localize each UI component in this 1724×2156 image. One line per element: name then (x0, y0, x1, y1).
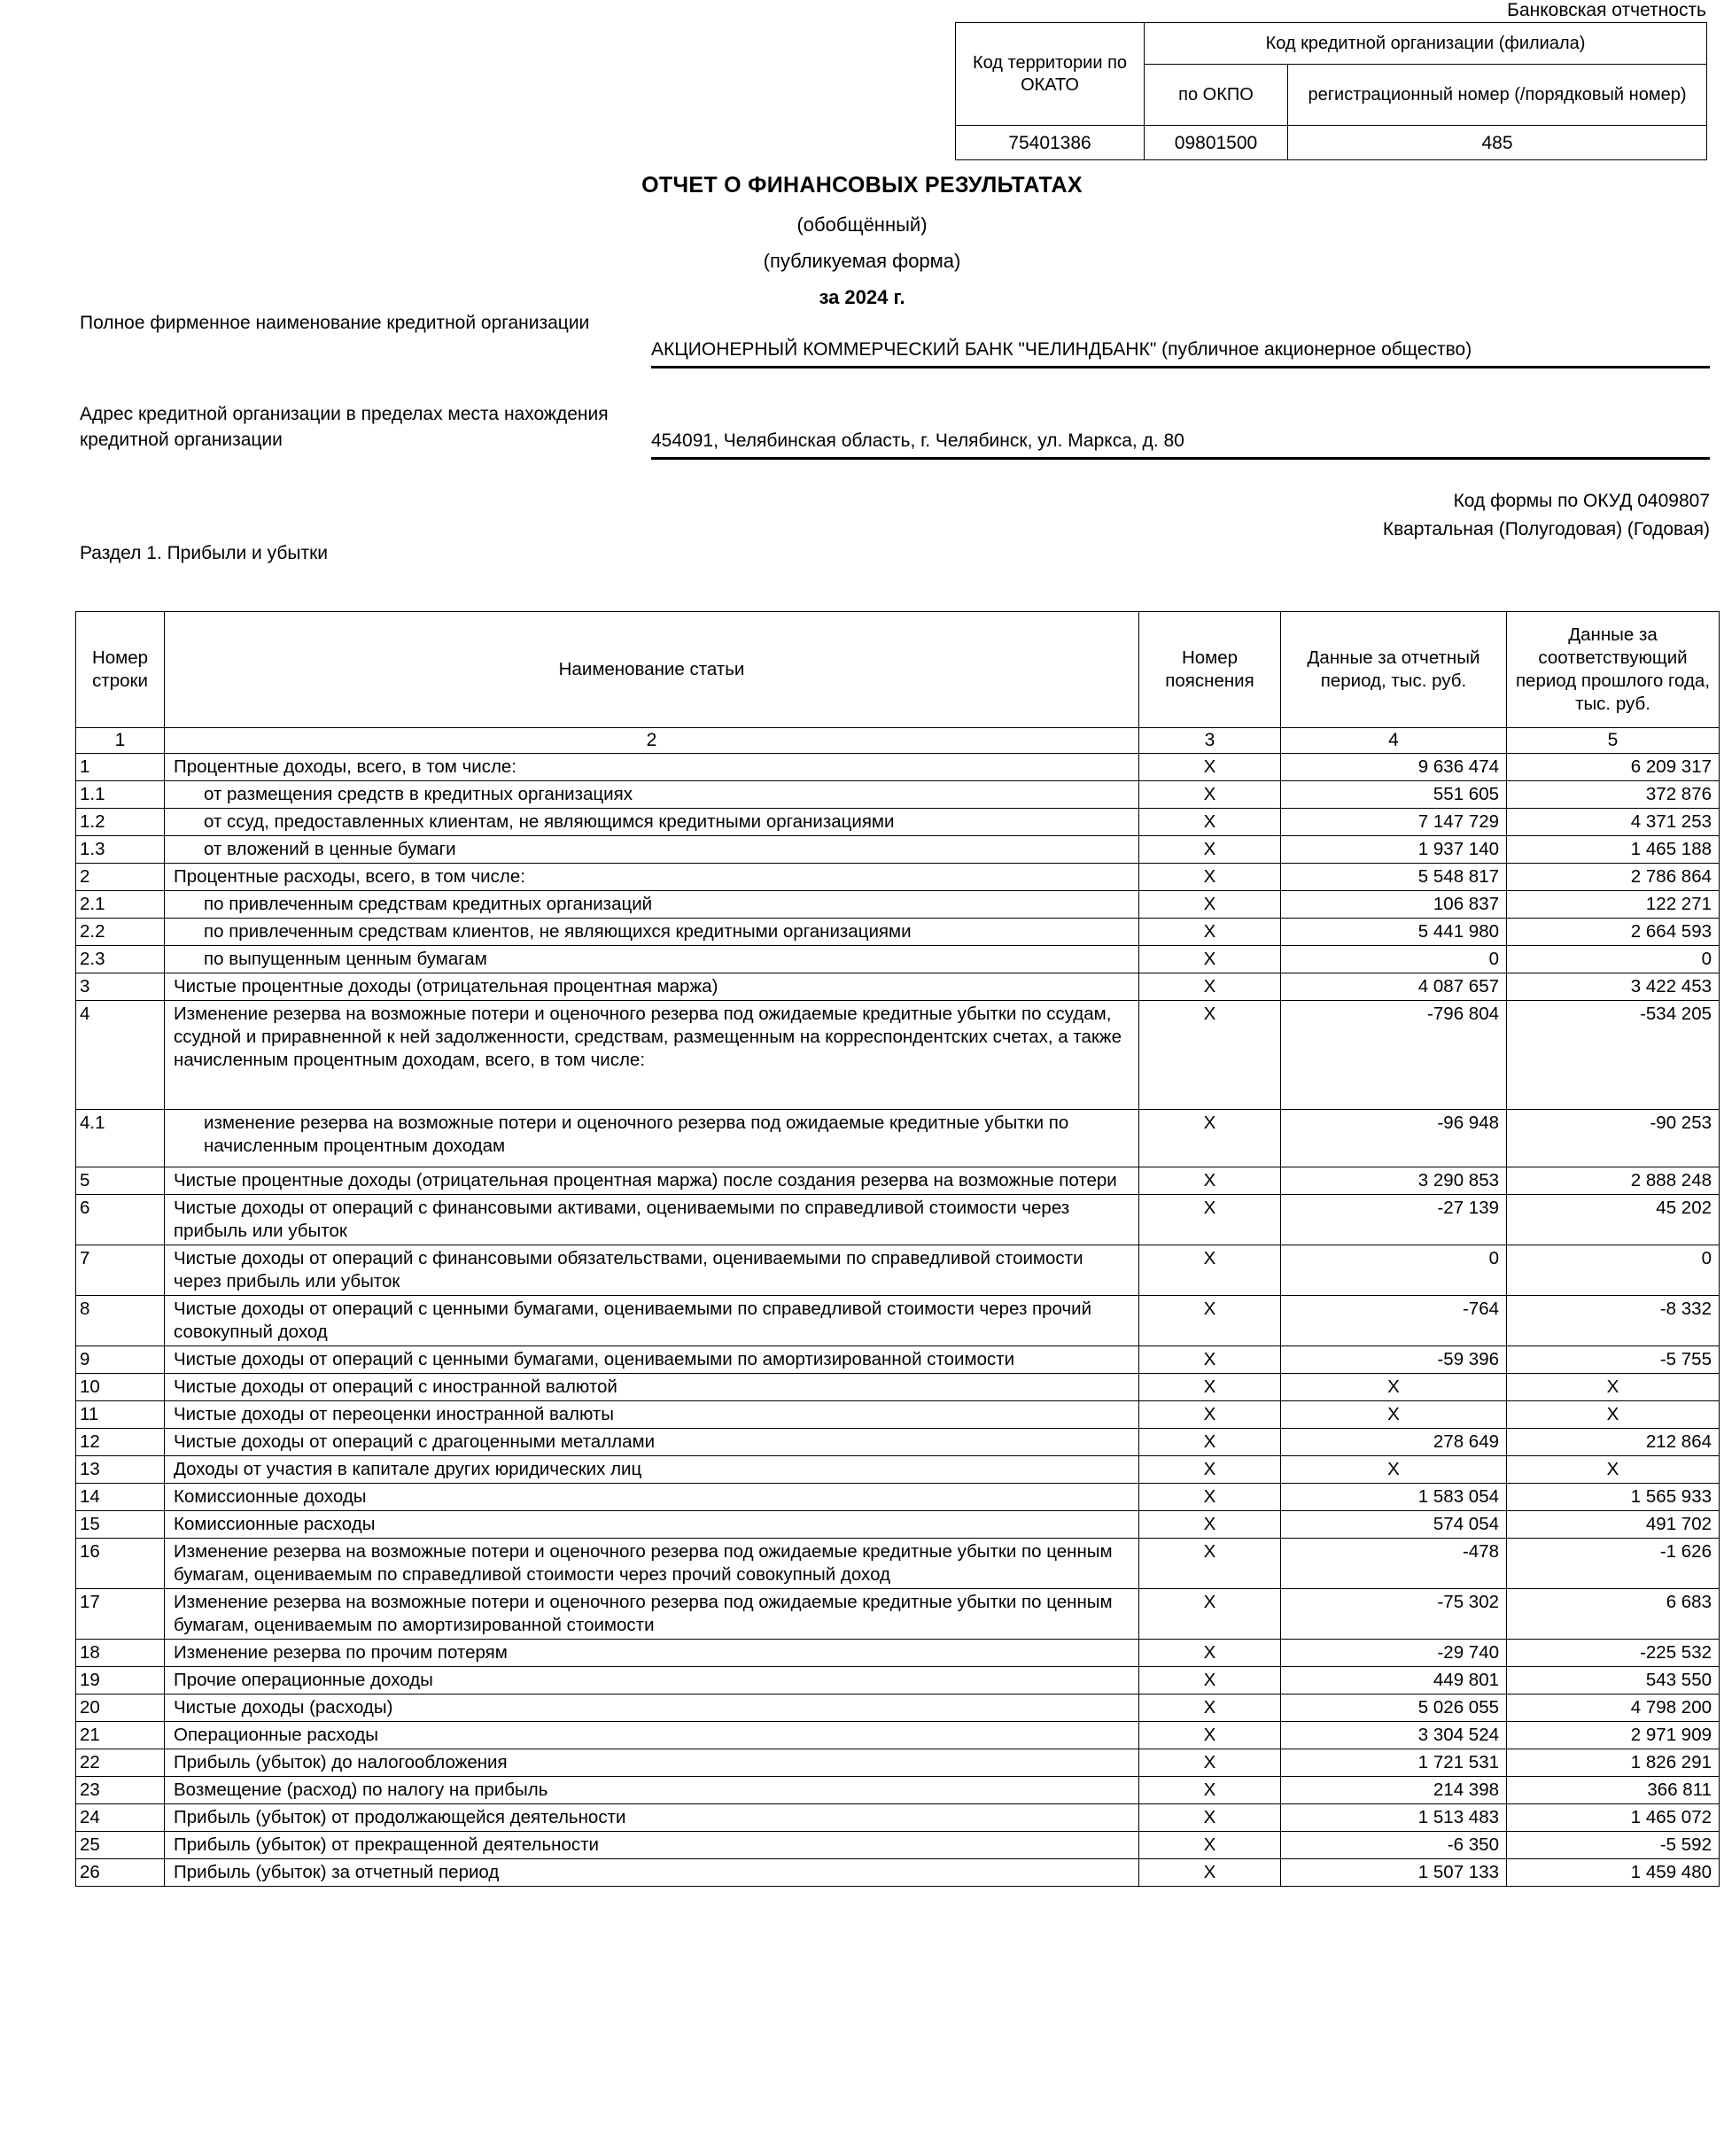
current-period-value-cell: 449 801 (1281, 1667, 1507, 1695)
table-row (76, 809, 1720, 836)
previous-period-value-cell: 543 550 (1507, 1667, 1720, 1695)
row-number-cell: 13 (76, 1456, 165, 1484)
header-explanation-number: Номер пояснения (1139, 612, 1281, 728)
previous-period-value-cell: 1 465 072 (1507, 1804, 1720, 1832)
current-period-value-cell: 278 649 (1281, 1429, 1507, 1456)
previous-period-value-cell: 0 (1507, 1245, 1720, 1296)
title-subtitle-generalized: (обобщённый) (796, 213, 928, 236)
item-name-cell: Прибыль (убыток) за отчетный период (165, 1859, 1139, 1887)
table-row (76, 1245, 1720, 1296)
current-period-value-cell: 1 507 133 (1281, 1859, 1507, 1887)
item-name-cell: изменение резерва на возможные потери и оценочного резерва под ожидаемые кредитные убытки по начисленным процентным доходам (165, 1110, 1139, 1167)
current-period-value-cell: X (1281, 1374, 1507, 1401)
explanation-number-cell: X (1139, 1484, 1281, 1511)
table-row (76, 1511, 1720, 1539)
explanation-number-cell: X (1139, 836, 1281, 864)
table-row (76, 781, 1720, 809)
current-period-value-cell: 551 605 (1281, 781, 1507, 809)
table-row (76, 1195, 1720, 1245)
table-row (76, 1374, 1720, 1401)
document-title-block (0, 173, 1724, 309)
item-name-cell: от размещения средств в кредитных организациях (165, 781, 1139, 809)
explanation-number-cell: X (1139, 1777, 1281, 1804)
table-row (76, 1001, 1720, 1110)
current-period-value-cell: -29 740 (1281, 1640, 1507, 1667)
current-period-value-cell: 5 441 980 (1281, 919, 1507, 946)
row-number-cell: 20 (76, 1695, 165, 1722)
row-number-cell: 3 (76, 973, 165, 1001)
current-period-value-cell: 5 026 055 (1281, 1695, 1507, 1722)
previous-period-value-cell: -90 253 (1507, 1110, 1720, 1167)
row-number-cell: 16 (76, 1539, 165, 1589)
previous-period-value-cell: X (1507, 1401, 1720, 1429)
row-number-cell: 4.1 (76, 1110, 165, 1167)
explanation-number-cell: X (1139, 1859, 1281, 1887)
codes-table (955, 22, 1707, 160)
explanation-number-cell: X (1139, 1245, 1281, 1296)
table-row (76, 1429, 1720, 1456)
previous-period-value-cell: 6 683 (1507, 1589, 1720, 1640)
row-number-cell: 1.3 (76, 836, 165, 864)
table-row (76, 891, 1720, 919)
previous-period-value-cell: 1 465 188 (1507, 836, 1720, 864)
colnum-5: 5 (1507, 728, 1720, 754)
item-name-cell: Чистые доходы от операций с финансовыми активами, оцениваемыми по справедливой стоимости через прибыль или убыток (165, 1195, 1139, 1245)
table-row (76, 1832, 1720, 1859)
explanation-number-cell: X (1139, 1722, 1281, 1749)
row-number-cell: 1 (76, 754, 165, 781)
previous-period-value-cell: 4 371 253 (1507, 809, 1720, 836)
okud-block (1383, 487, 1710, 544)
current-period-value-cell: 1 513 483 (1281, 1804, 1507, 1832)
previous-period-value-cell: 4 798 200 (1507, 1695, 1720, 1722)
explanation-number-cell: X (1139, 1511, 1281, 1539)
row-number-cell: 24 (76, 1804, 165, 1832)
item-name-cell: Возмещение (расход) по налогу на прибыль (165, 1777, 1139, 1804)
item-name-cell: Чистые процентные доходы (отрицательная процентная маржа) после создания резерва на возможные потери (165, 1167, 1139, 1195)
explanation-number-cell: X (1139, 1589, 1281, 1640)
previous-period-value-cell: 2 664 593 (1507, 919, 1720, 946)
previous-period-value-cell: 3 422 453 (1507, 973, 1720, 1001)
explanation-number-cell: X (1139, 946, 1281, 973)
header-item-name: Наименование статьи (165, 612, 1139, 728)
explanation-number-cell: X (1139, 973, 1281, 1001)
row-number-cell: 11 (76, 1401, 165, 1429)
current-period-value-cell: 1 721 531 (1281, 1749, 1507, 1777)
explanation-number-cell: X (1139, 1001, 1281, 1110)
table-row (76, 1539, 1720, 1589)
current-period-value-cell: -796 804 (1281, 1001, 1507, 1110)
explanation-number-cell: X (1139, 864, 1281, 891)
section-title: Раздел 1. Прибыли и убытки (80, 543, 328, 563)
item-name-cell: Прочие операционные доходы (165, 1667, 1139, 1695)
row-number-cell: 12 (76, 1429, 165, 1456)
explanation-number-cell: X (1139, 1640, 1281, 1667)
org-name-value: АКЦИОНЕРНЫЙ КОММЕРЧЕСКИЙ БАНК "ЧЕЛИНДБАНК" (публичное акционерное общество) (651, 338, 1710, 368)
okud-form-code: Код формы по ОКУД 0409807 (1453, 491, 1710, 511)
current-period-value-cell: 106 837 (1281, 891, 1507, 919)
header-row-number: Номер строки (76, 612, 165, 728)
row-number-cell: 2.1 (76, 891, 165, 919)
okpo-value-cell: 09801500 (1145, 126, 1288, 160)
table-header-row (76, 612, 1720, 728)
previous-period-value-cell: -5 755 (1507, 1346, 1720, 1374)
explanation-number-cell: X (1139, 754, 1281, 781)
table-row (76, 1859, 1720, 1887)
item-name-cell: Процентные доходы, всего, в том числе: (165, 754, 1139, 781)
item-name-cell: Чистые доходы (расходы) (165, 1695, 1139, 1722)
row-number-cell: 1.1 (76, 781, 165, 809)
table-row (76, 1484, 1720, 1511)
row-number-cell: 2 (76, 864, 165, 891)
explanation-number-cell: X (1139, 1346, 1281, 1374)
credit-org-header-cell: Код кредитной организации (филиала) (1145, 23, 1707, 65)
explanation-number-cell: X (1139, 1110, 1281, 1167)
row-number-cell: 4 (76, 1001, 165, 1110)
previous-period-value-cell: 1 826 291 (1507, 1749, 1720, 1777)
previous-period-value-cell: 6 209 317 (1507, 754, 1720, 781)
item-name-cell: по привлеченным средствам клиентов, не являющихся кредитными организациями (165, 919, 1139, 946)
previous-period-value-cell: -8 332 (1507, 1296, 1720, 1346)
explanation-number-cell: X (1139, 1167, 1281, 1195)
previous-period-value-cell: 372 876 (1507, 781, 1720, 809)
previous-period-value-cell: 1 459 480 (1507, 1859, 1720, 1887)
previous-period-value-cell: 2 786 864 (1507, 864, 1720, 891)
profit-loss-table (75, 611, 1720, 1887)
table-row (76, 1749, 1720, 1777)
item-name-cell: Чистые доходы от операций с финансовыми обязательствами, оцениваемыми по справедливой стоимости через прибыль или убыток (165, 1245, 1139, 1296)
item-name-cell: Изменение резерва на возможные потери и оценочного резерва под ожидаемые кредитные убытки по ссудам, ссудной и приравненной к ней задолженности, средствам, размещенным на корреспондентских счетах, а также начисленным процентным доходам, всего, в том числе: (165, 1001, 1139, 1110)
explanation-number-cell: X (1139, 809, 1281, 836)
previous-period-value-cell: 0 (1507, 946, 1720, 973)
explanation-number-cell: X (1139, 1429, 1281, 1456)
title-subtitle-published-form: (публикуемая форма) (763, 250, 961, 272)
header-previous-period: Данные за соответствующий период прошлого года, тыс. руб. (1507, 612, 1720, 728)
item-name-cell: Процентные расходы, всего, в том числе: (165, 864, 1139, 891)
row-number-cell: 1.2 (76, 809, 165, 836)
row-number-cell: 25 (76, 1832, 165, 1859)
explanation-number-cell: X (1139, 1539, 1281, 1589)
explanation-number-cell: X (1139, 1374, 1281, 1401)
current-period-value-cell: -478 (1281, 1539, 1507, 1589)
previous-period-value-cell: -225 532 (1507, 1640, 1720, 1667)
item-name-cell: от ссуд, предоставленных клиентам, не являющимся кредитными организациями (165, 809, 1139, 836)
explanation-number-cell: X (1139, 919, 1281, 946)
item-name-cell: Чистые процентные доходы (отрицательная процентная маржа) (165, 973, 1139, 1001)
previous-period-value-cell: -5 592 (1507, 1832, 1720, 1859)
table-row (76, 1640, 1720, 1667)
item-name-cell: Чистые доходы от операций с ценными бумагами, оцениваемыми по амортизированной стоимости (165, 1346, 1139, 1374)
item-name-cell: от вложений в ценные бумаги (165, 836, 1139, 864)
explanation-number-cell: X (1139, 1296, 1281, 1346)
table-row (76, 754, 1720, 781)
row-number-cell: 15 (76, 1511, 165, 1539)
explanation-number-cell: X (1139, 1667, 1281, 1695)
item-name-cell: Чистые доходы от операций с драгоценными металлами (165, 1429, 1139, 1456)
table-row (76, 919, 1720, 946)
current-period-value-cell: 7 147 729 (1281, 809, 1507, 836)
current-period-value-cell: 1 937 140 (1281, 836, 1507, 864)
previous-period-value-cell: -534 205 (1507, 1001, 1720, 1110)
address-value: 454091, Челябинская область, г. Челябинск, ул. Маркса, д. 80 (651, 430, 1710, 460)
colnum-3: 3 (1139, 728, 1281, 754)
item-name-cell: по выпущенным ценным бумагам (165, 946, 1139, 973)
okud-frequency: Квартальная (Полугодовая) (Годовая) (1382, 519, 1710, 539)
current-period-value-cell: 4 087 657 (1281, 973, 1507, 1001)
row-number-cell: 23 (76, 1777, 165, 1804)
item-name-cell: Прибыль (убыток) от прекращенной деятельности (165, 1832, 1139, 1859)
current-period-value-cell: 0 (1281, 1245, 1507, 1296)
row-number-cell: 18 (76, 1640, 165, 1667)
current-period-value-cell: 214 398 (1281, 1777, 1507, 1804)
table-row (76, 973, 1720, 1001)
table-row (76, 1777, 1720, 1804)
item-name-cell: Прибыль (убыток) от продолжающейся деятельности (165, 1804, 1139, 1832)
row-number-cell: 17 (76, 1589, 165, 1640)
bank-reporting-label: Банковская отчетность (1507, 0, 1706, 20)
row-number-cell: 22 (76, 1749, 165, 1777)
table-row (76, 1667, 1720, 1695)
explanation-number-cell: X (1139, 781, 1281, 809)
explanation-number-cell: X (1139, 1401, 1281, 1429)
header-current-period: Данные за отчетный период, тыс. руб. (1281, 612, 1507, 728)
row-number-cell: 7 (76, 1245, 165, 1296)
previous-period-value-cell: 212 864 (1507, 1429, 1720, 1456)
item-name-cell: Изменение резерва на возможные потери и оценочного резерва под ожидаемые кредитные убытки по ценным бумагам, оцениваемым по справедливой стоимости через прочий совокупный доход (165, 1539, 1139, 1589)
table-body (76, 754, 1720, 1887)
table-row (76, 1346, 1720, 1374)
item-name-cell: Чистые доходы от операций с иностранной валютой (165, 1374, 1139, 1401)
okato-value-cell: 75401386 (956, 126, 1145, 160)
explanation-number-cell: X (1139, 1695, 1281, 1722)
item-name-cell: Комиссионные доходы (165, 1484, 1139, 1511)
previous-period-value-cell: 1 565 933 (1507, 1484, 1720, 1511)
item-name-cell: по привлеченным средствам кредитных организаций (165, 891, 1139, 919)
previous-period-value-cell: 45 202 (1507, 1195, 1720, 1245)
row-number-cell: 2.2 (76, 919, 165, 946)
table-row (76, 1589, 1720, 1640)
row-number-cell: 19 (76, 1667, 165, 1695)
current-period-value-cell: -764 (1281, 1296, 1507, 1346)
current-period-value-cell: -27 139 (1281, 1195, 1507, 1245)
table-row (76, 1456, 1720, 1484)
title-period: за 2024 г. (819, 286, 905, 308)
reg-number-value-cell: 485 (1288, 126, 1707, 160)
item-name-cell: Изменение резерва по прочим потерям (165, 1640, 1139, 1667)
row-number-cell: 6 (76, 1195, 165, 1245)
current-period-value-cell: 574 054 (1281, 1511, 1507, 1539)
previous-period-value-cell: 122 271 (1507, 891, 1720, 919)
explanation-number-cell: X (1139, 1749, 1281, 1777)
table-row (76, 1110, 1720, 1167)
current-period-value-cell: 3 304 524 (1281, 1722, 1507, 1749)
current-period-value-cell: -75 302 (1281, 1589, 1507, 1640)
current-period-value-cell: X (1281, 1401, 1507, 1429)
explanation-number-cell: X (1139, 1804, 1281, 1832)
address-label: Адрес кредитной организации в пределах места нахождения кредитной организации (80, 404, 609, 450)
table-row (76, 946, 1720, 973)
row-number-cell: 5 (76, 1167, 165, 1195)
current-period-value-cell: 9 636 474 (1281, 754, 1507, 781)
table-row (76, 864, 1720, 891)
current-period-value-cell: -6 350 (1281, 1832, 1507, 1859)
previous-period-value-cell: X (1507, 1374, 1720, 1401)
table-row (76, 1167, 1720, 1195)
table-row (76, 836, 1720, 864)
previous-period-value-cell: -1 626 (1507, 1539, 1720, 1589)
table-row (76, 1722, 1720, 1749)
table-row (76, 1401, 1720, 1429)
row-number-cell: 9 (76, 1346, 165, 1374)
current-period-value-cell: -96 948 (1281, 1110, 1507, 1167)
explanation-number-cell: X (1139, 1456, 1281, 1484)
previous-period-value-cell: X (1507, 1456, 1720, 1484)
row-number-cell: 14 (76, 1484, 165, 1511)
row-number-cell: 10 (76, 1374, 165, 1401)
colnum-1: 1 (76, 728, 165, 754)
row-number-cell: 26 (76, 1859, 165, 1887)
previous-period-value-cell: 366 811 (1507, 1777, 1720, 1804)
current-period-value-cell: 5 548 817 (1281, 864, 1507, 891)
reg-number-header-cell: регистрационный номер (/порядковый номер) (1288, 65, 1707, 126)
item-name-cell: Комиссионные расходы (165, 1511, 1139, 1539)
item-name-cell: Чистые доходы от переоценки иностранной валюты (165, 1401, 1139, 1429)
item-name-cell: Доходы от участия в капитале других юридических лиц (165, 1456, 1139, 1484)
explanation-number-cell: X (1139, 1195, 1281, 1245)
colnum-4: 4 (1281, 728, 1507, 754)
item-name-cell: Операционные расходы (165, 1722, 1139, 1749)
current-period-value-cell: -59 396 (1281, 1346, 1507, 1374)
current-period-value-cell: X (1281, 1456, 1507, 1484)
okato-header-cell: Код территории по ОКАТО (956, 23, 1145, 126)
table-row (76, 1296, 1720, 1346)
org-name-label: Полное фирменное наименование кредитной организации (80, 313, 590, 333)
item-name-cell: Изменение резерва на возможные потери и оценочного резерва под ожидаемые кредитные убытки по ценным бумагам, оцениваемым по амортизированной стоимости (165, 1589, 1139, 1640)
page-title: ОТЧЕТ О ФИНАНСОВЫХ РЕЗУЛЬТАТАХ (641, 173, 1083, 198)
row-number-cell: 21 (76, 1722, 165, 1749)
current-period-value-cell: 0 (1281, 946, 1507, 973)
table-row (76, 1695, 1720, 1722)
previous-period-value-cell: 2 888 248 (1507, 1167, 1720, 1195)
row-number-cell: 2.3 (76, 946, 165, 973)
table-row (76, 1804, 1720, 1832)
previous-period-value-cell: 491 702 (1507, 1511, 1720, 1539)
table-column-numbers-row (76, 728, 1720, 754)
item-name-cell: Чистые доходы от операций с ценными бумагами, оцениваемыми по справедливой стоимости через прочий совокупный доход (165, 1296, 1139, 1346)
row-number-cell: 8 (76, 1296, 165, 1346)
explanation-number-cell: X (1139, 891, 1281, 919)
previous-period-value-cell: 2 971 909 (1507, 1722, 1720, 1749)
item-name-cell: Прибыль (убыток) до налогообложения (165, 1749, 1139, 1777)
colnum-2: 2 (165, 728, 1139, 754)
current-period-value-cell: 1 583 054 (1281, 1484, 1507, 1511)
explanation-number-cell: X (1139, 1832, 1281, 1859)
okpo-header-cell: по ОКПО (1145, 65, 1288, 126)
current-period-value-cell: 3 290 853 (1281, 1167, 1507, 1195)
